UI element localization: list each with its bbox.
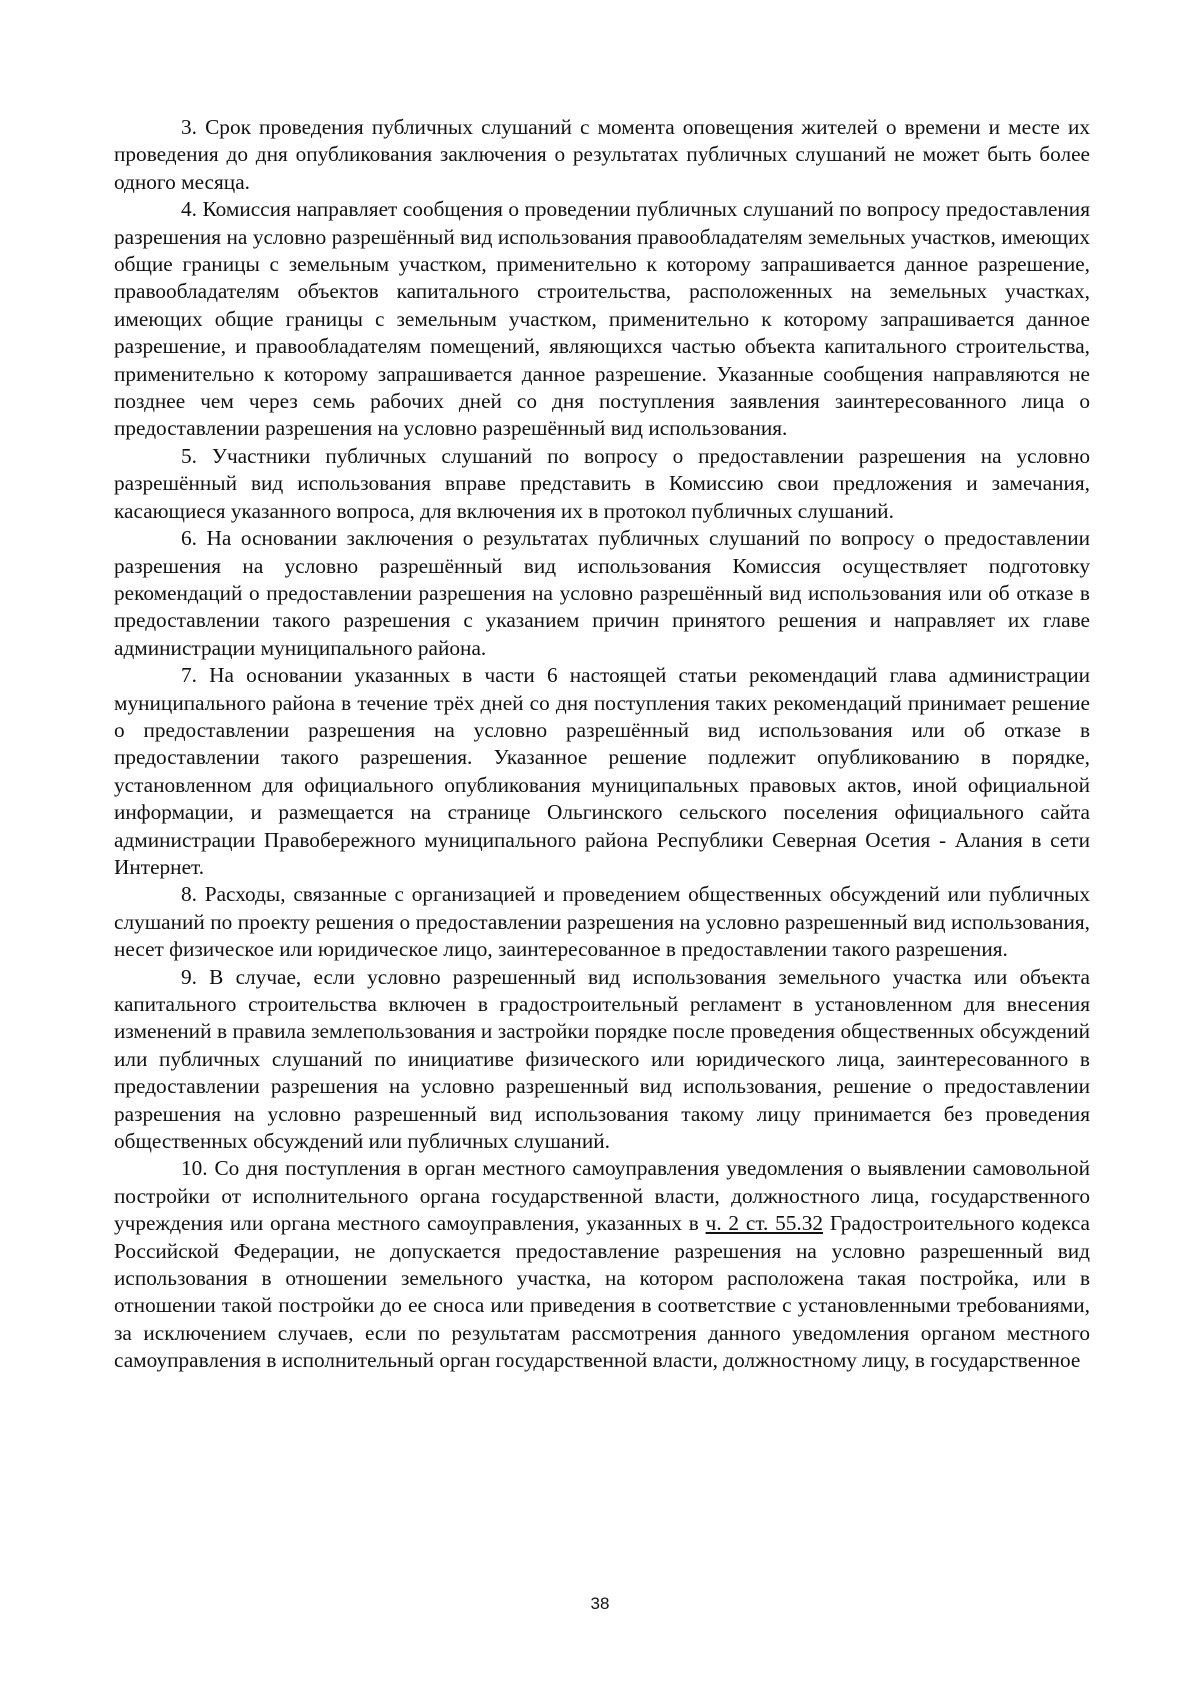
paragraph-10-lead: 10. Со дня поступления в орган местного самоуправления уведомления о выявлении самовольной постройки от исполнительного органа государственной власти, должностного лица, государственного учреждения или органа местного самоуправления, указанных в [114, 1156, 1090, 1236]
paragraph-10 [114, 1155, 1090, 1374]
paragraph-5: 5. Участники публичных слушаний по вопросу о предоставлении разрешения на условно разрешённый вид использования вправе представить в Комиссию свои предложения и замечания, касающиеся указанного вопроса, для включения их в протокол публичных слушаний. [114, 443, 1090, 523]
page-number: 38 [590, 1594, 610, 1613]
paragraph-10-rest: Градостроительного кодекса Российской Федерации, не допускается предоставление разрешения на условно разрешенный вид использования в отношении земельного участка, на котором расположена такая постройка, или в отношении такой постройки до ее сноса или приведения в соответствие с установленными требованиями, за исключением случаев, если по результатам рассмотрения данного уведомления органом местного самоуправления в исполнительный орган государственной власти, должностному лицу, в государственное [114, 1211, 1090, 1373]
paragraph-3: 3. Срок проведения публичных слушаний с момента оповещения жителей о времени и месте их проведения до дня опубликования заключения о результатах публичных слушаний не может быть более одного месяца. [114, 115, 1090, 194]
paragraph-4: 4. Комиссия направляет сообщения о проведении публичных слушаний по вопросу предоставления разрешения на условно разрешённый вид использования правообладателям земельных участков, имеющих общие границы с земельным участком, применительно к которому запрашивается данное разрешение, правообладателям объектов капитального строительства, расположенных на земельных участках, имеющих общие границы с земельным участком, применительно к которому запрашивается данное разрешение, и правообладателям помещений, являющихся частью объекта капитального строительства, применительно к которому запрашивается данное разрешение. Указанные сообщения направляются не позднее чем через семь рабочих дней со дня поступления заявления заинтересованного лица о предоставлении разрешения на условно разрешённый вид использования. [114, 197, 1090, 441]
paragraph-7: 7. На основании указанных в части 6 настоящей статьи рекомендаций глава администрации муниципального района в течение трёх дней со дня поступления таких рекомендаций принимает решение о предоставлении разрешения на условно разрешённый вид использования или об отказе в предоставлении такого разрешения. Указанное решение подлежит опубликованию в порядке, установленном для официального опубликования муниципальных правовых актов, иной официальной информации, и размещается на странице Ольгинского сельского поселения официального сайта администрации Правобережного муниципального района Республики Северная Осетия - Алания в сети Интернет. [114, 663, 1090, 879]
document-body [114, 114, 1090, 1375]
paragraph-6: 6. На основании заключения о результатах публичных слушаний по вопросу о предоставлении разрешения на условно разрешённый вид использования Комиссия осуществляет подготовку рекомендаций о предоставлении разрешения на условно разрешённый вид использования или об отказе в предоставлении такого разрешения с указанием причин принятого решения и направляет их главе администрации муниципального района. [114, 526, 1090, 660]
code-article-link[interactable]: ч. 2 ст. 55.32 [705, 1211, 824, 1236]
paragraph-9: 9. В случае, если условно разрешенный вид использования земельного участка или объекта капитального строительства включен в градостроительный регламент в установленном для внесения изменений в правила землепользования и застройки порядке после проведения общественных обсуждений или публичных слушаний по инициативе физического или юридического лица, заинтересованного в предоставлении разрешения на условно разрешенный вид использования, решение о предоставлении разрешения на условно разрешенный вид использования такому лицу принимается без проведения общественных обсуждений или публичных слушаний. [114, 964, 1090, 1154]
paragraph-8: 8. Расходы, связанные с организацией и проведением общественных обсуждений или публичных слушаний по проекту решения о предоставлении разрешения на условно разрешенный вид использования, несет физическое или юридическое лицо, заинтересованное в предоставлении такого разрешения. [114, 882, 1090, 962]
